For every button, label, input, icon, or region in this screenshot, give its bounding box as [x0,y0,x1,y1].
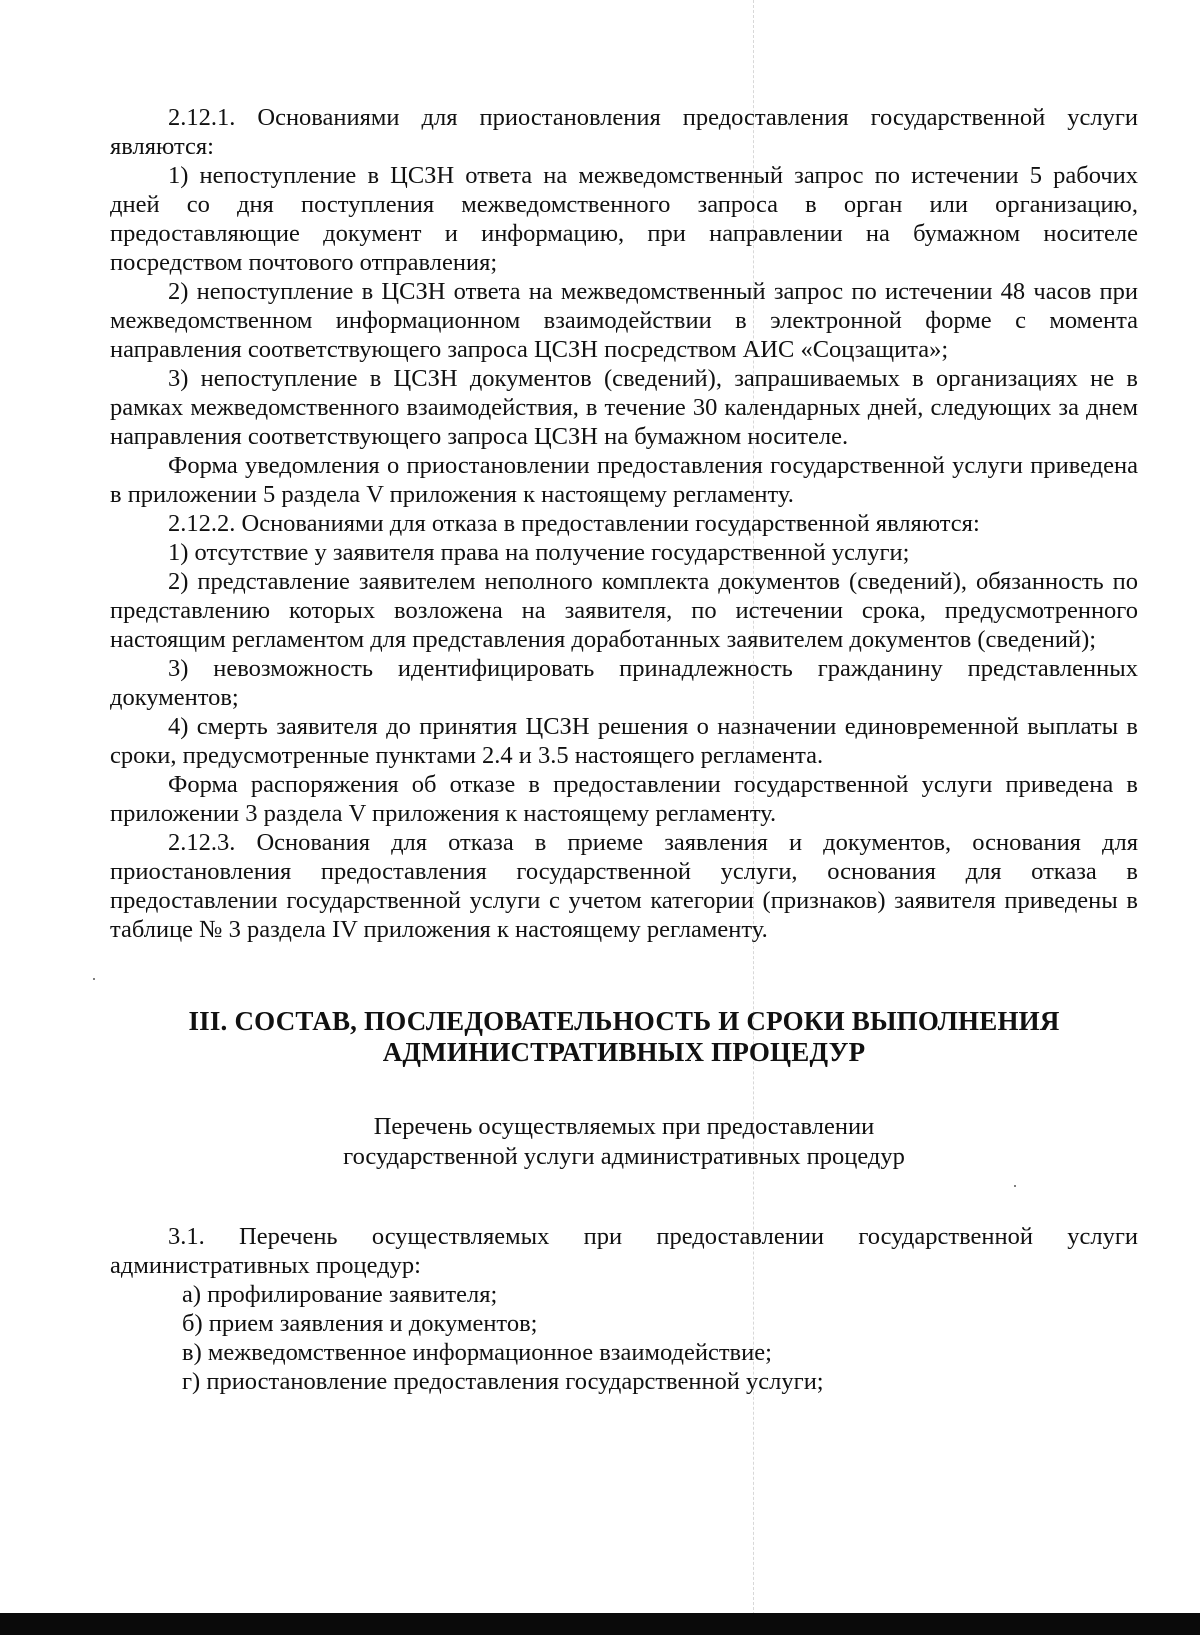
paragraph-suspension-form: Форма уведомления о приостановлении предоставления государственной услуги приведена в приложении 5 раздела V приложения к настоящему регламенту. [110,452,1138,508]
scan-speck [93,978,95,980]
paragraph-2-12-1-item-1: 1) непоступление в ЦСЗН ответа на межведомственный запрос по истечении 5 рабочих дней со дня поступления межведомственного запроса в орган или организацию, предоставляющие документ и информацию, при направлении на бумажном носителе посредством почтового отправления; [110,162,1138,276]
scan-bottom-edge [0,1613,1200,1635]
list-item: б) прием заявления и документов; [182,1310,538,1337]
paragraph-2-12-2-item-4: 4) смерть заявителя до принятия ЦСЗН решения о назначении единовременной выплаты в сроки, предусмотренные пунктами 2.4 и 3.5 настоящего регламента. [110,713,1138,769]
paragraph-3-1: 3.1. Перечень осуществляемых при предоставлении государственной услуги административных процедур: [110,1223,1138,1279]
paragraph-2-12-3: 2.12.3. Основания для отказа в приеме заявления и документов, основания для приостановления предоставления государственной услуги, основания для отказа в предоставлении государственной услуги с учетом категории (признаков) заявителя приведены в таблице № 3 раздела IV приложения к настоящему регламенту. [110,829,1138,943]
paragraph-refusal-form: Форма распоряжения об отказе в предоставлении государственной услуги приведена в приложении 3 раздела V приложения к настоящему регламенту. [110,771,1138,827]
section-3-subheading [110,1112,1138,1172]
section-3-heading-line-1: III. СОСТАВ, ПОСЛЕДОВАТЕЛЬНОСТЬ И СРОКИ ВЫПОЛНЕНИЯ [188,1006,1060,1036]
section-3-subheading-line-2: государственной услуги административных процедур [343,1143,905,1170]
paragraph-2-12-2-item-3: 3) невозможность идентифицировать принадлежность гражданину представленных документов; [110,655,1138,711]
list-item: а) профилирование заявителя; [182,1281,498,1308]
paragraph-2-12-2-item-2: 2) представление заявителем неполного комплекта документов (сведений), обязанность по представлению которых возложена на заявителя, по истечении срока, предусмотренного настоящим регламентом для представления доработанных заявителем документов (сведений); [110,568,1138,653]
list-item: в) межведомственное информационное взаимодействие; [182,1339,772,1366]
paragraph-2-12-1-item-2: 2) непоступление в ЦСЗН ответа на межведомственный запрос по истечении 48 часов при межведомственном информационном взаимодействии в электронной форме с момента направления соответствующего запроса ЦСЗН посредством АИС «Соцзащита»; [110,278,1138,363]
section-3-heading-line-2: АДМИНИСТРАТИВНЫХ ПРОЦЕДУР [382,1037,866,1067]
document-body [110,103,1138,1396]
section-3-subheading-line-1: Перечень осуществляемых при предоставлении [373,1113,875,1140]
section-3-heading [110,1006,1138,1068]
paragraph-2-12-1-item-3: 3) непоступление в ЦСЗН документов (сведений), запрашиваемых в организациях не в рамках межведомственного взаимодействия, в течение 30 календарных дней, следующих за днем направления соответствующего запроса ЦСЗН на бумажном носителе. [110,365,1138,450]
paragraph-2-12-2-item-1: 1) отсутствие у заявителя права на получение государственной услуги; [168,539,910,566]
paragraph-2-12-2: 2.12.2. Основаниями для отказа в предоставлении государственной являются: [168,510,980,537]
list-item: г) приостановление предоставления государственной услуги; [182,1368,824,1395]
paragraph-2-12-1: 2.12.1. Основаниями для приостановления предоставления государственной услуги являются: [110,104,1138,160]
